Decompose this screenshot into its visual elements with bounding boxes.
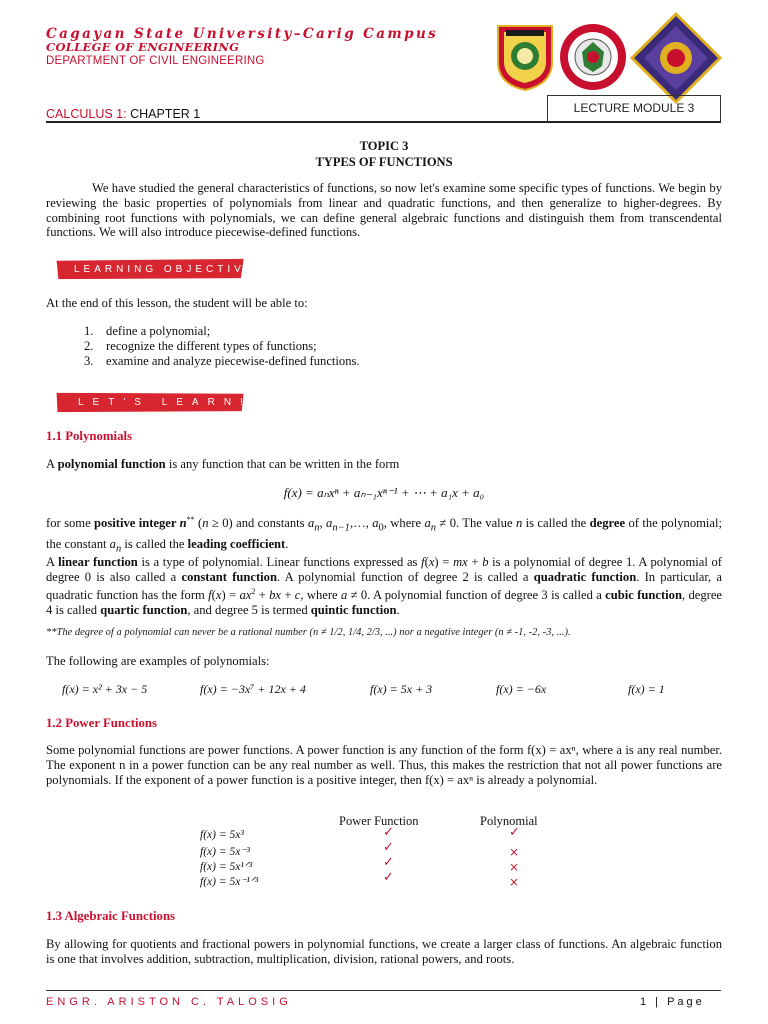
check-icon: ✓ bbox=[383, 870, 394, 885]
cross-icon: × bbox=[509, 860, 520, 874]
degree-note: **The degree of a polynomial can never be a rational number (n ≠ 1/2, 1/4, 2/3, ...) nor a negative integer (n ≠ -1, -2, -3, ...). bbox=[46, 627, 571, 638]
course-chapter-label: CHAPTER 1 bbox=[130, 107, 201, 121]
objective-text: define a polynomial; bbox=[106, 324, 211, 338]
objective-num: 3. bbox=[84, 354, 94, 368]
college-of-engineering-logo bbox=[558, 22, 628, 92]
topic-number: TOPIC 3 bbox=[359, 139, 409, 153]
examples-lead: The following are examples of polynomials: bbox=[46, 654, 270, 668]
polynomial-definition bbox=[46, 457, 722, 472]
course-chapter bbox=[46, 107, 200, 121]
objective-item bbox=[84, 339, 317, 354]
check-icon: ✓ bbox=[383, 825, 394, 840]
objective-item bbox=[84, 324, 210, 339]
learning-objectives-label: LEARNING OBJECTIVES bbox=[74, 264, 267, 275]
power-example-function: f(x) = 5x⁻¹ᐟ³ bbox=[200, 876, 259, 888]
power-example-function: f(x) = 5x⁻³ bbox=[200, 846, 250, 858]
objective-item bbox=[84, 354, 360, 369]
header-rule bbox=[46, 121, 721, 123]
footer-page-number: 1 | Page bbox=[640, 996, 705, 1008]
objective-num: 2. bbox=[84, 339, 94, 353]
objective-text: recognize the different types of functions; bbox=[106, 339, 317, 353]
course-prefix: CALCULUS 1: bbox=[46, 107, 127, 121]
check-icon: ✓ bbox=[509, 825, 520, 840]
objective-num: 1. bbox=[84, 324, 94, 338]
power-function-paragraph: Some polynomial functions are power functions. A power function is any function of the form f(x) = axⁿ, where a is any real number. The exponent n in a power function can be any real number as well. Thus, this makes the restriction that not all power functions are polynomials. If the exponent of a power function is a positive integer, then f(x) = axⁿ is already a polynomial. bbox=[46, 743, 722, 787]
college-name: COLLEGE OF ENGINEERING bbox=[46, 40, 240, 54]
text-run: is any function that can be written in the form bbox=[165, 457, 400, 471]
section-heading-power-functions: 1.2 Power Functions bbox=[46, 716, 158, 730]
department-name: DEPARTMENT OF CIVIL ENGINEERING bbox=[46, 55, 265, 67]
term-polynomial-function: polynomial function bbox=[57, 457, 166, 471]
algebraic-function-paragraph: By allowing for quotients and fractional powers in polynomial functions, we create a larger class of functions. An algebraic function is one that involves addition, subtraction, multiplication, division, rational powers, and roots. bbox=[46, 937, 722, 966]
footer-author: ENGR. ARISTON C. TALOSIG bbox=[46, 996, 292, 1008]
polynomial-example: f(x) = 5x + 3 bbox=[370, 682, 433, 696]
lecture-module-box: LECTURE MODULE 3 bbox=[547, 95, 721, 122]
power-example-function: f(x) = 5x¹ᐟ³ bbox=[200, 861, 253, 873]
polynomial-example: f(x) = 1 bbox=[628, 682, 665, 696]
section-heading-polynomials: 1.1 Polynomials bbox=[46, 429, 133, 443]
polynomial-example: f(x) = −6x bbox=[496, 682, 547, 696]
cross-icon: × bbox=[509, 875, 520, 889]
power-example-function: f(x) = 5x³ bbox=[200, 829, 244, 841]
objective-text: examine and analyze piecewise-defined functions. bbox=[106, 354, 360, 368]
topic-title: TYPES OF FUNCTIONS bbox=[315, 155, 453, 169]
picivil-engineers-logo bbox=[630, 12, 722, 104]
polynomial-example: f(x) = x² + 3x − 5 bbox=[62, 682, 148, 696]
check-icon: ✓ bbox=[383, 840, 394, 855]
text-run: A bbox=[46, 457, 58, 471]
csu-seal-logo bbox=[494, 22, 556, 92]
intro-paragraph: We have studied the general characteristics of functions, so now let's examine some specific types of functions. We begin by reviewing the basic properties of polynomials from linear and quadratic functions, and then generalize to higher-degrees. By combining root functions with polynomials, we can define general algebraic functions and distinguish them from transcendental functions. We will also introduce piecewise-defined functions. bbox=[46, 181, 722, 240]
cross-icon: × bbox=[509, 845, 520, 859]
check-icon: ✓ bbox=[383, 855, 394, 870]
section-heading-algebraic-functions: 1.3 Algebraic Functions bbox=[46, 909, 176, 923]
lets-learn-label: LET'S LEARN! bbox=[78, 397, 252, 408]
polynomial-explanation: for some positive integer n** (n ≥ 0) and constants $a_n$, $a_{n-1},\dots$, $a_0$, where $a_n \ne 0$. The value n is called the degree of the polynomial; the constant $a_n$ is called the leading coefficient. bbox=[46, 515, 723, 555]
polynomial-formula: f(x) = aₙxⁿ + aₙ₋₁xⁿ⁻¹ + ⋯ + a₁x + a₀ bbox=[283, 485, 485, 500]
university-name: Cagayan State University–Carig Campus bbox=[46, 26, 439, 42]
linear-function-paragraph: A linear function is a type of polynomial. Linear functions expressed as f(x) = mx + b is a polynomial of degree 1. A polynomial of degree 0 is also called a constant function. A polynomial function of degree 2 is called a quadratic function. In particular, a quadratic function has the form $f(x) = ax^2$ + bx + c, where a ≠ 0. A polynomial function of degree 3 is called a cubic function, degree 4 is called quartic function, and degree 5 is termed quintic function. bbox=[46, 555, 722, 617]
table-header-power-function: Power Function bbox=[339, 814, 419, 828]
footer-rule bbox=[46, 990, 721, 991]
polynomial-example: f(x) = −3x⁷ + 12x + 4 bbox=[200, 682, 306, 696]
objectives-lead: At the end of this lesson, the student will be able to: bbox=[46, 296, 308, 310]
table-header-polynomial: Polynomial bbox=[480, 814, 538, 828]
